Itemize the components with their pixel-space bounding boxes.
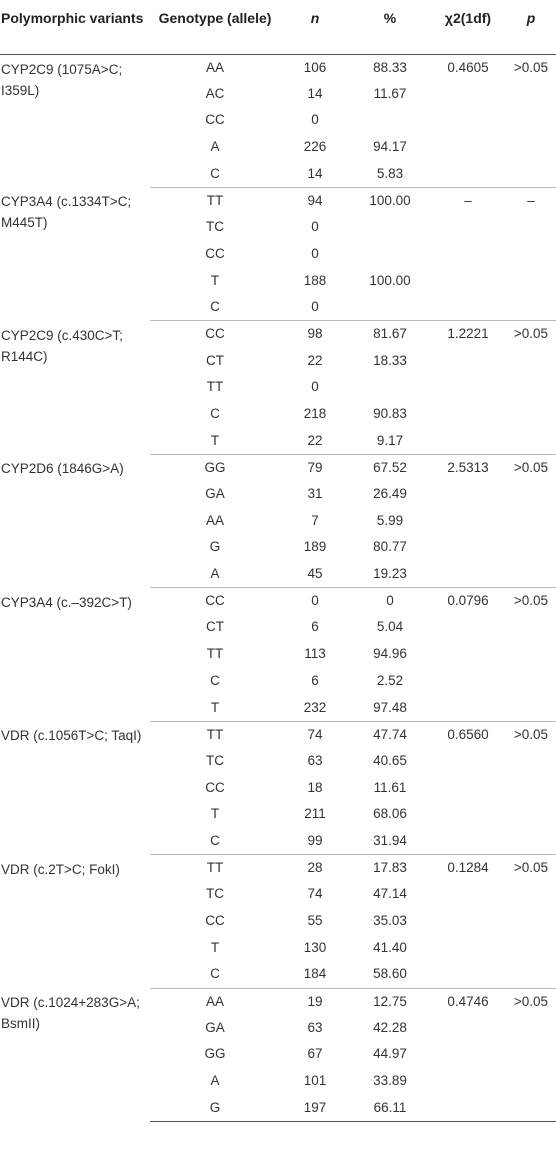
header-p-value: p	[506, 0, 556, 54]
p-value-cell	[506, 801, 556, 828]
genotype-cell: C	[150, 828, 280, 855]
percent-cell: 11.67	[373, 85, 407, 101]
p-value-cell	[506, 935, 556, 962]
percent-cell: 67.52	[373, 459, 407, 475]
percent-cell: 68.06	[373, 806, 407, 822]
n-cell: 130	[303, 939, 327, 955]
genotype-cell: CC	[205, 112, 225, 128]
p-value-cell	[506, 161, 556, 188]
table-row	[0, 721, 556, 748]
percent-cell: 31.94	[350, 828, 430, 855]
p-value-cell	[506, 107, 556, 134]
chi-square-cell	[430, 428, 506, 455]
percent-cell: 81.67	[373, 326, 407, 342]
percent-cell: 44.97	[373, 1046, 407, 1062]
n-cell: 184	[280, 961, 350, 988]
genotype-cell: GA	[205, 486, 225, 501]
chi-square-cell	[430, 748, 506, 775]
p-value-cell: –	[527, 192, 535, 208]
variant-cell: CYP2C9 (1075A>C; I359L)	[1, 61, 123, 98]
percent-cell: 2.52	[376, 672, 404, 688]
genotype-cell: CC	[205, 593, 225, 609]
chi-square-cell	[430, 534, 506, 561]
p-value-cell	[506, 1068, 556, 1095]
p-value-cell	[506, 748, 556, 775]
percent-cell	[350, 294, 430, 321]
n-cell: 0	[311, 245, 319, 261]
p-value-cell: >0.05	[513, 993, 549, 1009]
n-cell: 63	[307, 752, 323, 768]
p-value-cell	[506, 134, 556, 161]
table-row	[0, 454, 556, 481]
n-cell: 6	[311, 619, 319, 635]
percent-cell: 35.03	[373, 913, 407, 928]
genotype-cell: T	[210, 939, 220, 955]
n-cell: 232	[280, 695, 350, 722]
chi-square-cell: 1.2221	[447, 326, 489, 342]
chi-square-cell	[430, 508, 506, 535]
percent-cell: 41.40	[373, 939, 407, 955]
n-cell: 226	[303, 139, 327, 155]
percent-cell	[350, 241, 430, 268]
genotype-cell: T	[150, 428, 280, 455]
percent-cell: 42.28	[373, 1019, 407, 1035]
genotype-cell: TT	[206, 646, 224, 662]
chi-square-cell	[430, 294, 506, 321]
variant-cell: CYP3A4 (c.–392C>T)	[1, 594, 132, 610]
n-cell: 14	[280, 161, 350, 188]
n-cell: 0	[311, 379, 319, 395]
chi-square-cell	[430, 161, 506, 188]
variant-cell: CYP2D6 (1846G>A)	[1, 461, 124, 477]
percent-cell: 40.65	[373, 752, 407, 768]
chi-square-cell: 0.4605	[447, 59, 489, 75]
n-cell: 0	[311, 112, 319, 128]
genotype-cell: TT	[206, 379, 224, 395]
percent-cell: 90.83	[373, 405, 407, 421]
p-value-cell: >0.05	[513, 860, 549, 876]
percent-cell	[350, 214, 430, 241]
chi-square-cell	[430, 828, 506, 855]
chi-square-cell	[430, 107, 506, 134]
n-cell: 74	[307, 726, 323, 742]
p-value-cell	[506, 81, 556, 108]
n-cell: 45	[280, 561, 350, 588]
chi-square-cell	[430, 561, 506, 588]
percent-cell: 80.77	[373, 539, 407, 555]
n-cell: 0	[280, 294, 350, 321]
genotype-cell: T	[150, 695, 280, 722]
percent-cell	[350, 107, 430, 134]
p-value-cell	[506, 641, 556, 668]
p-value-cell	[506, 961, 556, 988]
chi-square-cell	[430, 134, 506, 161]
table-row	[0, 588, 556, 615]
genotype-cell: AA	[205, 512, 224, 528]
genotype-cell: C	[210, 672, 220, 688]
chi-square-cell: 0.0796	[447, 593, 489, 609]
n-cell: 28	[307, 860, 323, 876]
p-value-cell: >0.05	[513, 459, 549, 475]
p-value-cell	[506, 294, 556, 321]
p-value-cell	[506, 241, 556, 268]
genotype-cell: CC	[205, 913, 225, 928]
percent-cell: 5.04	[376, 619, 404, 635]
n-cell: 99	[280, 828, 350, 855]
percent-cell	[350, 374, 430, 401]
genotype-cell: AA	[205, 59, 224, 75]
p-value-cell	[506, 214, 556, 241]
table-row	[0, 321, 556, 348]
n-cell: 74	[307, 886, 323, 902]
chi-square-cell: 2.5313	[447, 459, 489, 475]
percent-cell: 47.14	[373, 886, 407, 902]
chi-square-cell	[430, 348, 506, 375]
n-cell: 101	[303, 1073, 327, 1089]
p-value-cell	[506, 428, 556, 455]
chi-square-cell	[430, 241, 506, 268]
genotype-cell: A	[210, 1073, 220, 1089]
chi-square-cell: 0.1284	[447, 860, 489, 876]
p-value-cell	[506, 268, 556, 295]
n-cell: 218	[303, 405, 327, 421]
p-value-cell	[506, 348, 556, 375]
p-value-cell	[506, 695, 556, 722]
n-cell: 7	[311, 512, 319, 528]
percent-cell: 0	[386, 593, 394, 609]
percent-cell: 100.00	[369, 192, 411, 208]
variant-cell: CYP3A4 (c.1334T>C; M445T)	[1, 194, 132, 231]
genotype-cell: T	[210, 806, 220, 822]
genotype-cell: C	[150, 161, 280, 188]
percent-cell: 94.17	[373, 139, 407, 155]
n-cell: 0	[311, 219, 319, 235]
n-cell: 106	[303, 59, 327, 75]
percent-cell: 97.48	[350, 695, 430, 722]
chi-square-cell	[430, 801, 506, 828]
chi-square-cell	[430, 268, 506, 295]
genotype-cell: C	[150, 961, 280, 988]
p-value-cell	[506, 401, 556, 428]
percent-cell: 19.23	[350, 561, 430, 588]
percent-cell: 26.49	[373, 486, 407, 501]
table-body	[0, 54, 556, 1122]
p-value-cell	[506, 1095, 556, 1122]
genotype-cell: G	[150, 1095, 280, 1122]
n-cell: 63	[307, 1019, 323, 1035]
n-cell: 6	[311, 672, 319, 688]
chi-square-cell	[430, 1015, 506, 1042]
chi-square-cell	[430, 935, 506, 962]
p-value-cell	[506, 374, 556, 401]
n-cell: 18	[307, 779, 323, 795]
percent-cell: 66.11	[350, 1095, 430, 1122]
chi-square-cell	[430, 961, 506, 988]
n-cell: 98	[307, 326, 323, 342]
p-value-cell: >0.05	[513, 726, 549, 742]
n-cell: 0	[311, 593, 319, 609]
genotype-cell: CT	[206, 619, 224, 635]
n-cell: 19	[307, 993, 323, 1009]
table-row	[0, 988, 556, 1015]
table-row	[0, 855, 556, 882]
percent-cell: 11.61	[373, 779, 407, 795]
genotype-cell: A	[150, 561, 280, 588]
n-cell: 14	[307, 85, 323, 101]
percent-cell: 58.60	[350, 961, 430, 988]
genotype-cell: TT	[206, 860, 224, 876]
chi-square-cell	[430, 214, 506, 241]
genotype-cell: TT	[206, 192, 224, 208]
genotype-cell: AC	[205, 85, 225, 101]
p-value-cell	[506, 614, 556, 641]
n-cell: 189	[303, 539, 327, 555]
genotype-cell: C	[210, 405, 220, 421]
percent-cell: 18.33	[373, 352, 407, 368]
genotype-cell: T	[210, 272, 220, 288]
genotype-cell: GG	[204, 1046, 226, 1062]
percent-cell: 100.00	[369, 272, 411, 288]
p-value-cell	[506, 908, 556, 935]
chi-square-cell	[430, 481, 506, 508]
n-cell: 113	[304, 646, 326, 662]
n-cell: 197	[280, 1095, 350, 1122]
percent-cell: 5.83	[350, 161, 430, 188]
p-value-cell: >0.05	[513, 326, 549, 342]
chi-square-cell	[430, 1068, 506, 1095]
chi-square-cell	[430, 908, 506, 935]
genotype-cell: TC	[206, 886, 224, 902]
header-percent: %	[350, 0, 430, 54]
genotype-cell: A	[210, 139, 220, 155]
percent-cell: 47.74	[373, 726, 407, 742]
chi-square-cell: –	[464, 192, 472, 208]
variant-cell: VDR (c.1024+283G>A; BsmII)	[1, 995, 140, 1032]
genotype-cell: GA	[205, 1019, 225, 1035]
genotype-cell: CC	[205, 779, 225, 795]
n-cell: 55	[307, 913, 323, 928]
genotype-cell: CT	[206, 352, 224, 368]
p-value-cell	[506, 1015, 556, 1042]
chi-square-cell: 0.4746	[447, 993, 489, 1009]
genotype-cell: AA	[205, 993, 224, 1009]
genotype-cell: TC	[206, 219, 224, 235]
p-value-cell	[506, 775, 556, 802]
genotype-cell: CC	[205, 326, 225, 342]
chi-square-cell	[430, 641, 506, 668]
p-value-cell	[506, 534, 556, 561]
percent-cell: 88.33	[373, 59, 407, 75]
variant-cell: CYP2C9 (c.430C>T; R144C)	[1, 327, 123, 364]
header-chi-square: χ2(1df)	[430, 0, 506, 54]
p-value-cell	[506, 1041, 556, 1068]
p-value-cell	[506, 828, 556, 855]
percent-cell: 12.75	[373, 993, 407, 1009]
genotype-cell: TC	[206, 752, 224, 768]
header-n: n	[280, 0, 350, 54]
chi-square-cell	[430, 614, 506, 641]
chi-square-cell	[430, 1041, 506, 1068]
n-cell: 22	[307, 352, 323, 368]
p-value-cell	[506, 508, 556, 535]
n-cell: 211	[304, 806, 326, 822]
genotype-cell: C	[150, 294, 280, 321]
genotype-cell: GG	[204, 459, 226, 475]
table-row	[0, 187, 556, 214]
percent-cell: 33.89	[373, 1073, 407, 1089]
variant-cell: VDR (c.2T>C; FokI)	[1, 861, 120, 877]
p-value-cell	[506, 481, 556, 508]
genotype-cell: TT	[206, 726, 224, 742]
variant-cell: VDR (c.1056T>C; TaqI)	[1, 728, 142, 744]
p-value-cell	[506, 561, 556, 588]
chi-square-cell	[430, 374, 506, 401]
chi-square-cell	[430, 401, 506, 428]
n-cell: 79	[307, 459, 323, 475]
chi-square-cell: 0.6560	[447, 726, 489, 742]
chi-square-cell	[430, 695, 506, 722]
chi-square-cell	[430, 881, 506, 908]
header-genotype: Genotype (allele)	[150, 0, 280, 54]
percent-cell: 5.99	[376, 512, 404, 528]
table-row	[0, 54, 556, 81]
chi-square-cell	[430, 81, 506, 108]
n-cell: 67	[307, 1046, 323, 1062]
p-value-cell	[506, 668, 556, 695]
percent-cell: 9.17	[350, 428, 430, 455]
genotype-cell: CC	[205, 245, 225, 261]
p-value-cell: >0.05	[513, 59, 549, 75]
chi-square-cell	[430, 668, 506, 695]
header-row	[0, 0, 556, 54]
chi-square-cell	[430, 775, 506, 802]
n-cell: 31	[307, 486, 323, 501]
n-cell: 94	[307, 192, 323, 208]
p-value-cell: >0.05	[513, 593, 549, 609]
genotype-cell: G	[209, 539, 221, 555]
percent-cell: 94.96	[373, 646, 407, 662]
chi-square-cell	[430, 1095, 506, 1122]
percent-cell: 17.83	[373, 860, 407, 876]
n-cell: 22	[280, 428, 350, 455]
p-value-cell	[506, 881, 556, 908]
header-variant: Polymorphic variants	[0, 0, 150, 54]
n-cell: 188	[303, 272, 327, 288]
